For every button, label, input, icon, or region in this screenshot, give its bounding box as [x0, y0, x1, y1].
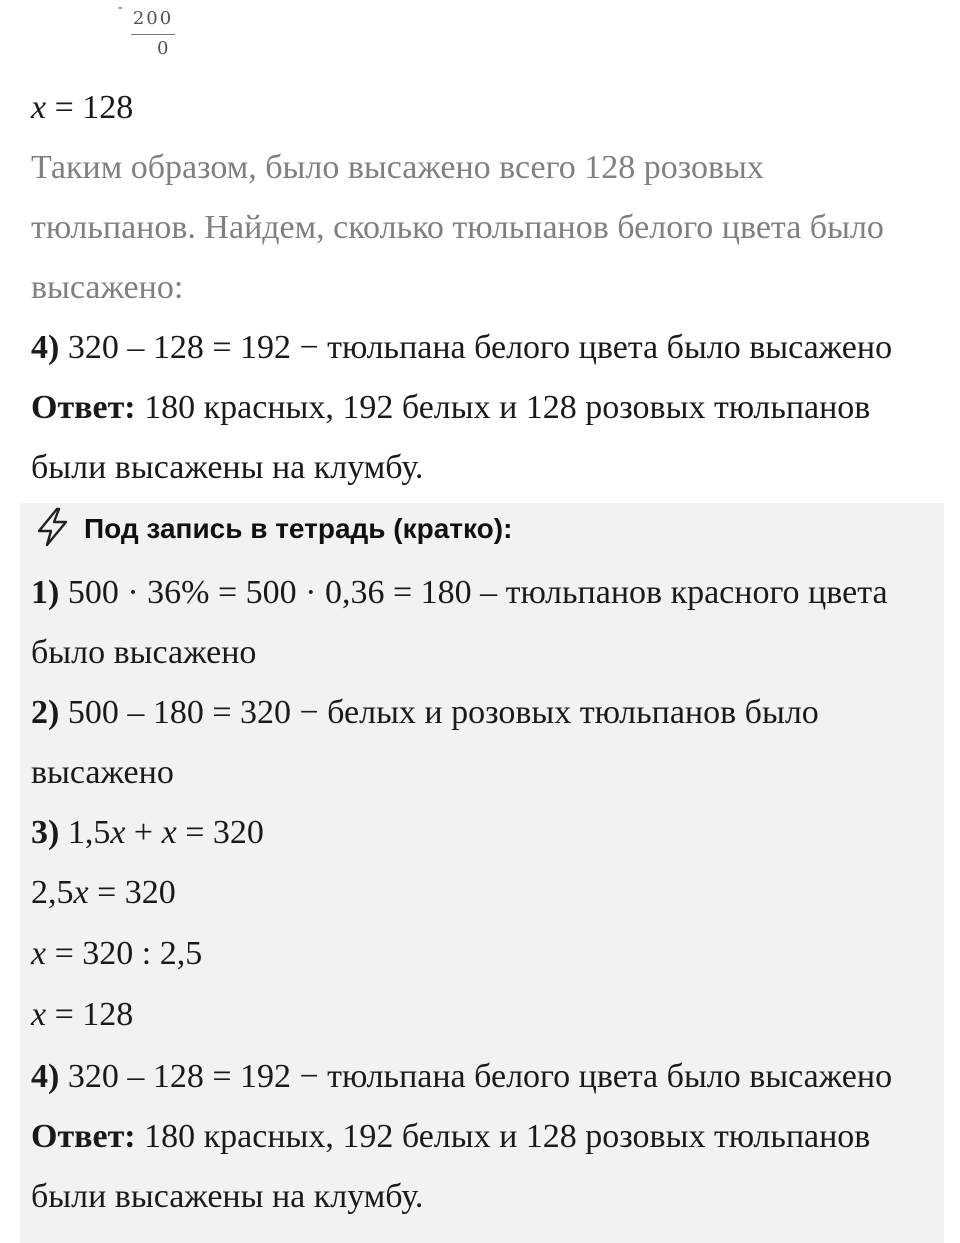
- answer-text: 180 красных, 192 белых и 128 розовых тюльпанов: [135, 389, 871, 426]
- step-text: 500 · 36% = 500 · 0,36 = 180 – тюльпанов красного цвета: [59, 574, 888, 611]
- panel-title: Под запись в тетрадь (кратко):: [84, 513, 513, 544]
- explanation-line-2: тюльпанов. Найдем, сколько тюльпанов белого цвета было: [31, 209, 884, 246]
- step-number: 4): [31, 1058, 60, 1095]
- explanation-line-1: Таким образом, было высажено всего 128 розовых: [31, 149, 764, 186]
- panel-step-2-line-2: высажено: [31, 754, 174, 791]
- eq-part: +: [125, 814, 162, 851]
- answer-line-2: были высажены на клумбу.: [31, 449, 424, 486]
- panel-step-2-line-1: [31, 693, 819, 733]
- variable-x: x: [31, 935, 47, 972]
- panel-step-4-line: [31, 1057, 892, 1097]
- panel-header: [32, 507, 512, 551]
- eq-part: = 320: [88, 874, 176, 911]
- variable-x: x: [73, 874, 89, 911]
- division-remainder: 0: [157, 38, 169, 59]
- variable-x: x: [161, 814, 177, 851]
- variable-x: x: [31, 996, 47, 1033]
- eq-part: = 128: [46, 996, 134, 1033]
- panel-step-3-eq1: [31, 813, 264, 853]
- variable-x: x: [31, 89, 47, 126]
- lightning-icon: [32, 506, 84, 553]
- division-minus: -: [118, 0, 123, 15]
- step-number: 2): [31, 694, 60, 731]
- panel-answer-line-1: [31, 1117, 870, 1157]
- panel-step-3-eq4: [31, 995, 133, 1035]
- answer-text: 180 красных, 192 белых и 128 розовых тюльпанов: [135, 1118, 871, 1155]
- panel-step-1-line-1: [31, 573, 888, 613]
- step-number: 1): [31, 574, 60, 611]
- step-text: 500 – 180 = 320 − белых и розовых тюльпанов было: [59, 694, 819, 731]
- answer-label: Ответ:: [31, 389, 136, 426]
- answer-label: Ответ:: [31, 1118, 136, 1155]
- x-result-value: = 128: [46, 89, 134, 126]
- division-subtrahend: 200: [132, 8, 174, 29]
- step-4-line: [31, 328, 892, 368]
- variable-x: x: [110, 814, 126, 851]
- step-text: 320 – 128 = 192 − тюльпана белого цвета было высажено: [59, 329, 893, 366]
- eq-part: = 320 : 2,5: [46, 935, 203, 972]
- step-number: 4): [31, 329, 60, 366]
- panel-answer-line-2: были высажены на клумбу.: [31, 1178, 424, 1215]
- panel-step-3-eq3: [31, 934, 202, 974]
- explanation-line-3: высажено:: [31, 269, 184, 306]
- eq-part: 1,5: [59, 814, 111, 851]
- step-text: 320 – 128 = 192 − тюльпана белого цвета было высажено: [59, 1058, 893, 1095]
- eq-part: 2,5: [31, 874, 74, 911]
- eq-part: = 320: [176, 814, 264, 851]
- step-number: 3): [31, 814, 60, 851]
- answer-line-1: [31, 388, 870, 428]
- division-rule: [131, 34, 175, 35]
- x-result-line: [31, 88, 133, 128]
- panel-step-3-eq2: [31, 873, 176, 913]
- panel-step-1-line-2: было высажено: [31, 634, 257, 671]
